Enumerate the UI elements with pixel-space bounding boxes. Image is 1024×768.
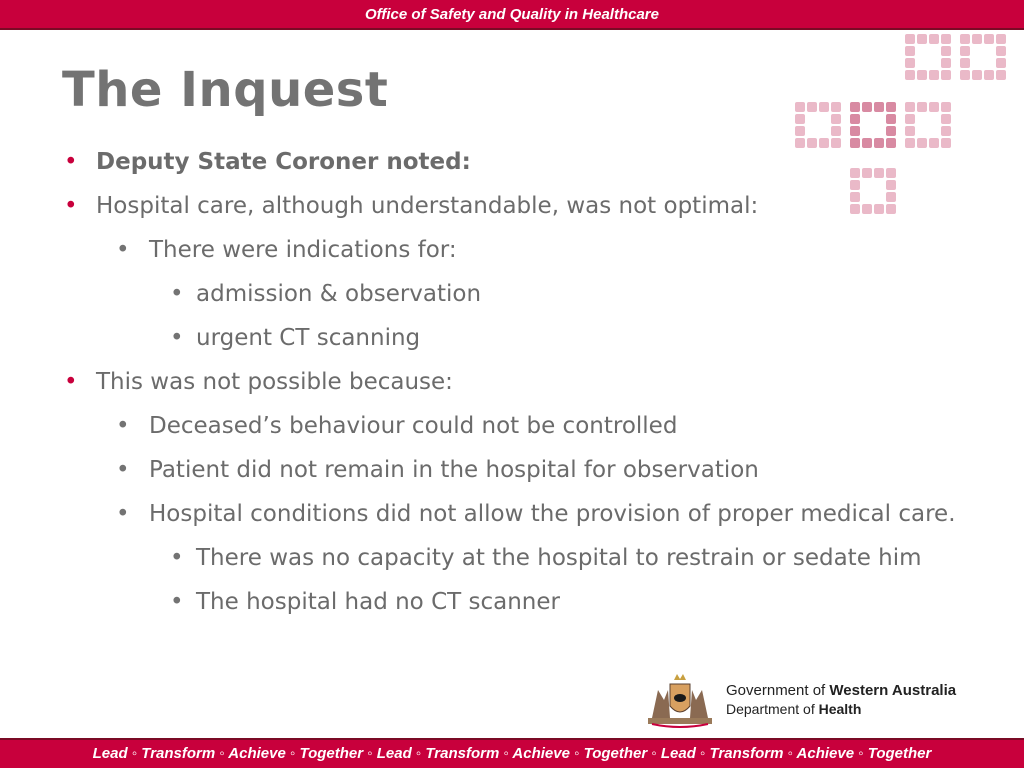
decorative-square [886, 102, 896, 112]
bullet-level-3 [60, 588, 960, 616]
logo-line-2: Department of Health [726, 701, 862, 717]
decorative-square [862, 138, 872, 148]
decorative-square [795, 102, 805, 112]
bullet-dot-icon: • [116, 413, 130, 439]
bullet-text: urgent CT scanning [196, 325, 421, 351]
bullet-text: This was not possible because: [96, 369, 453, 395]
bullet-dot-icon: • [64, 193, 78, 219]
bullet-list [60, 148, 960, 632]
decorative-square [874, 102, 884, 112]
bullet-dot-icon: • [64, 149, 78, 175]
decorative-square [941, 126, 951, 136]
slide-title: The Inquest [62, 62, 389, 118]
decorative-square [850, 114, 860, 124]
decorative-square [929, 34, 939, 44]
footer-tagline: Lead ◦ Transform ◦ Achieve ◦ Together ◦ Lead ◦ Transform ◦ Achieve ◦ Together ◦ Lead ◦ Transform ◦ Achieve ◦ Together [92, 745, 932, 762]
bullet-text: admission & observation [196, 281, 482, 307]
government-logo [640, 670, 1020, 732]
decorative-square [972, 70, 982, 80]
decorative-square [795, 114, 805, 124]
bullet-dot-icon: • [170, 589, 184, 615]
bullet-level-2 [60, 456, 960, 484]
footer-banner [0, 738, 1024, 768]
decorative-square [996, 34, 1006, 44]
decorative-square [807, 138, 817, 148]
decorative-square [886, 126, 896, 136]
decorative-square [795, 126, 805, 136]
bullet-dot-icon: • [116, 237, 130, 263]
bullet-dot-icon: • [116, 501, 130, 527]
coat-of-arms-icon [640, 670, 720, 730]
decorative-square [905, 34, 915, 44]
decorative-square [905, 138, 915, 148]
bullet-text: Deputy State Coroner noted: [96, 149, 471, 175]
decorative-square [972, 34, 982, 44]
bullet-text: There was no capacity at the hospital to restrain or sedate him [196, 545, 922, 571]
decorative-square [905, 58, 915, 68]
bullet-level-2 [60, 236, 960, 264]
decorative-square [941, 138, 951, 148]
decorative-square [831, 138, 841, 148]
decorative-square [929, 70, 939, 80]
decorative-square [941, 114, 951, 124]
bullet-dot-icon: • [116, 457, 130, 483]
decorative-square [905, 102, 915, 112]
bullet-dot-icon: • [64, 369, 78, 395]
decorative-square [819, 102, 829, 112]
decorative-square [831, 102, 841, 112]
bullet-dot-icon: • [170, 325, 184, 351]
bullet-level-3 [60, 280, 960, 308]
decorative-square [862, 102, 872, 112]
decorative-square [905, 70, 915, 80]
decorative-square [996, 70, 1006, 80]
decorative-square [917, 138, 927, 148]
decorative-square [996, 46, 1006, 56]
bullet-text: Hospital conditions did not allow the provision of proper medical care. [149, 501, 956, 527]
bullet-level-2 [60, 412, 960, 440]
logo-line-1: Government of Western Australia [726, 682, 957, 699]
decorative-square [807, 102, 817, 112]
bullet-level-2 [60, 500, 960, 528]
decorative-square [886, 138, 896, 148]
decorative-square [850, 102, 860, 112]
decorative-square [795, 138, 805, 148]
decorative-square [960, 46, 970, 56]
bullet-level-1 [60, 368, 960, 396]
decorative-square [941, 58, 951, 68]
decorative-square [905, 46, 915, 56]
header-banner-text: Office of Safety and Quality in Healthcare [365, 6, 659, 23]
bullet-text: The hospital had no CT scanner [196, 589, 560, 615]
decorative-square [984, 34, 994, 44]
bullet-level-3 [60, 544, 960, 572]
bullet-level-1 [60, 148, 960, 176]
decorative-square [941, 102, 951, 112]
decorative-square [850, 126, 860, 136]
header-banner [0, 0, 1024, 30]
bullet-text: Deceased’s behaviour could not be controlled [149, 413, 678, 439]
decorative-square [996, 58, 1006, 68]
decorative-square [831, 114, 841, 124]
decorative-square [929, 138, 939, 148]
bullet-level-3 [60, 324, 960, 352]
decorative-square [886, 114, 896, 124]
bullet-text: Patient did not remain in the hospital for observation [149, 457, 759, 483]
bullet-dot-icon: • [170, 281, 184, 307]
bullet-dot-icon: • [170, 545, 184, 571]
decorative-square [831, 126, 841, 136]
decorative-square [905, 114, 915, 124]
decorative-square [819, 138, 829, 148]
decorative-square [850, 138, 860, 148]
decorative-square [929, 102, 939, 112]
decorative-square [941, 70, 951, 80]
decorative-square [941, 46, 951, 56]
decorative-square [917, 34, 927, 44]
decorative-square [960, 70, 970, 80]
decorative-square [984, 70, 994, 80]
bullet-text: Hospital care, although understandable, was not optimal: [96, 193, 759, 219]
decorative-square [874, 138, 884, 148]
bullet-text: There were indications for: [149, 237, 457, 263]
bullet-level-1 [60, 192, 960, 220]
decorative-square [941, 34, 951, 44]
decorative-square [960, 34, 970, 44]
decorative-square [917, 70, 927, 80]
decorative-square [917, 102, 927, 112]
decorative-square [960, 58, 970, 68]
decorative-square [905, 126, 915, 136]
